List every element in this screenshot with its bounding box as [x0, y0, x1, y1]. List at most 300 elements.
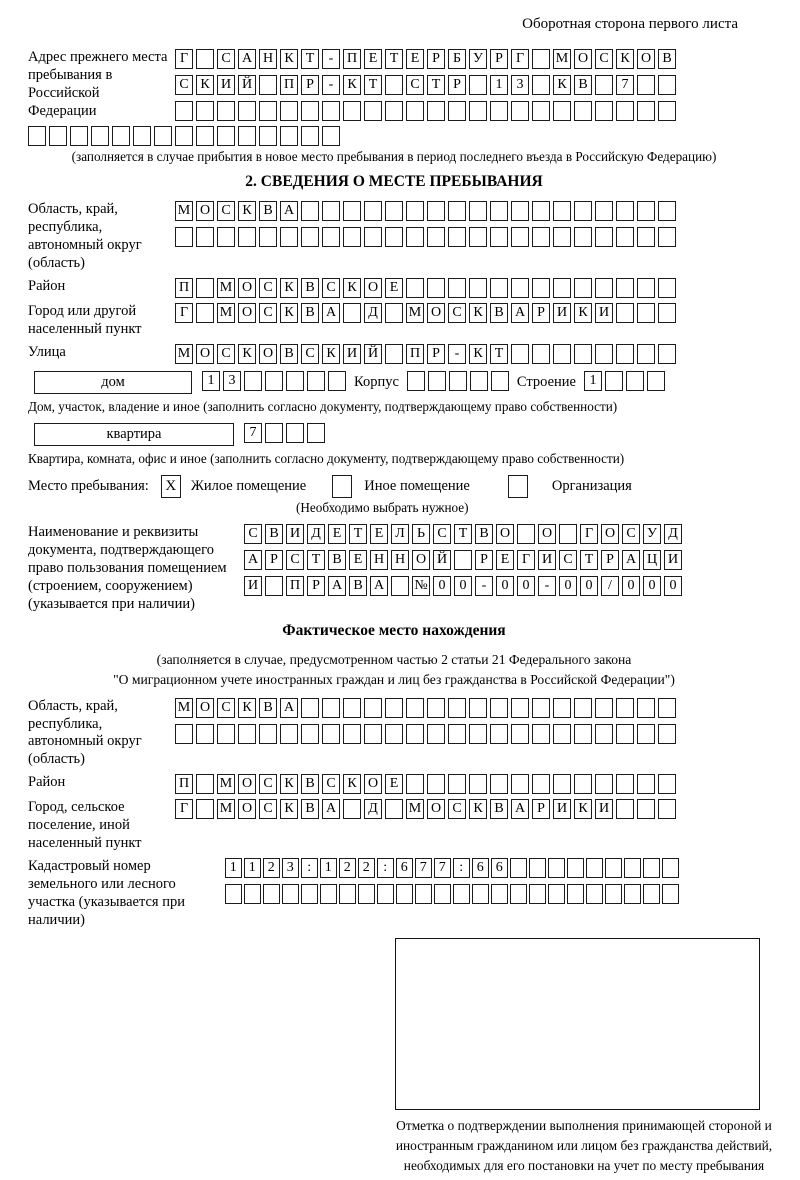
- char-box[interactable]: Г: [175, 49, 193, 69]
- char-box[interactable]: [586, 884, 603, 904]
- char-box[interactable]: [265, 371, 283, 391]
- char-box[interactable]: [427, 101, 445, 121]
- char-box[interactable]: О: [427, 303, 445, 323]
- char-box[interactable]: Т: [490, 344, 508, 364]
- char-box[interactable]: С: [259, 774, 277, 794]
- char-box[interactable]: А: [280, 201, 298, 221]
- char-box[interactable]: [469, 201, 487, 221]
- char-box[interactable]: [529, 858, 546, 878]
- char-box[interactable]: [406, 774, 424, 794]
- char-box[interactable]: [553, 227, 571, 247]
- char-box[interactable]: У: [469, 49, 487, 69]
- char-box[interactable]: [490, 724, 508, 744]
- char-box[interactable]: Ь: [412, 524, 430, 544]
- char-box[interactable]: О: [601, 524, 619, 544]
- char-box[interactable]: [259, 75, 277, 95]
- char-box[interactable]: [196, 227, 214, 247]
- char-box[interactable]: [553, 698, 571, 718]
- char-box[interactable]: №: [412, 576, 430, 596]
- char-box[interactable]: [616, 101, 634, 121]
- char-box[interactable]: [364, 724, 382, 744]
- char-box[interactable]: [364, 698, 382, 718]
- char-box[interactable]: [448, 227, 466, 247]
- char-box[interactable]: С: [433, 524, 451, 544]
- char-box[interactable]: О: [538, 524, 556, 544]
- char-box[interactable]: [658, 698, 676, 718]
- char-box[interactable]: П: [286, 576, 304, 596]
- char-box[interactable]: [662, 884, 679, 904]
- char-box[interactable]: [320, 884, 337, 904]
- char-box[interactable]: Т: [580, 550, 598, 570]
- char-box[interactable]: [658, 724, 676, 744]
- char-box[interactable]: Е: [406, 49, 424, 69]
- char-box[interactable]: А: [511, 303, 529, 323]
- char-box[interactable]: [427, 724, 445, 744]
- char-box[interactable]: 3: [282, 858, 299, 878]
- char-box[interactable]: [449, 371, 467, 391]
- char-box[interactable]: [196, 49, 214, 69]
- char-box[interactable]: [175, 101, 193, 121]
- char-box[interactable]: [658, 344, 676, 364]
- char-box[interactable]: 1: [584, 371, 602, 391]
- char-box[interactable]: [595, 774, 613, 794]
- char-box[interactable]: В: [490, 799, 508, 819]
- char-box[interactable]: С: [286, 550, 304, 570]
- char-box[interactable]: [532, 75, 550, 95]
- char-box[interactable]: А: [370, 576, 388, 596]
- char-box[interactable]: Р: [301, 75, 319, 95]
- char-box[interactable]: [595, 698, 613, 718]
- char-box[interactable]: А: [511, 799, 529, 819]
- char-box[interactable]: К: [238, 201, 256, 221]
- char-box[interactable]: [532, 698, 550, 718]
- char-box[interactable]: В: [301, 278, 319, 298]
- char-box[interactable]: [322, 101, 340, 121]
- char-box[interactable]: Н: [259, 49, 277, 69]
- char-box[interactable]: 0: [433, 576, 451, 596]
- char-box[interactable]: О: [196, 698, 214, 718]
- char-box[interactable]: [427, 201, 445, 221]
- char-box[interactable]: [637, 303, 655, 323]
- char-box[interactable]: [548, 884, 565, 904]
- char-box[interactable]: 0: [622, 576, 640, 596]
- char-box[interactable]: [259, 724, 277, 744]
- char-box[interactable]: -: [475, 576, 493, 596]
- char-box[interactable]: Д: [364, 303, 382, 323]
- char-box[interactable]: М: [406, 303, 424, 323]
- char-box[interactable]: М: [217, 774, 235, 794]
- char-box[interactable]: [385, 799, 403, 819]
- char-box[interactable]: [595, 201, 613, 221]
- char-box[interactable]: В: [658, 49, 676, 69]
- char-box[interactable]: [532, 774, 550, 794]
- char-box[interactable]: Е: [328, 524, 346, 544]
- char-box[interactable]: В: [265, 524, 283, 544]
- char-box[interactable]: К: [616, 49, 634, 69]
- char-box[interactable]: О: [574, 49, 592, 69]
- char-box[interactable]: Л: [391, 524, 409, 544]
- char-box[interactable]: [406, 278, 424, 298]
- char-box[interactable]: [658, 101, 676, 121]
- char-box[interactable]: [574, 278, 592, 298]
- char-box[interactable]: [427, 227, 445, 247]
- char-box[interactable]: [385, 724, 403, 744]
- char-box[interactable]: [238, 227, 256, 247]
- char-box[interactable]: С: [322, 774, 340, 794]
- char-box[interactable]: [595, 101, 613, 121]
- char-box[interactable]: [510, 884, 527, 904]
- char-box[interactable]: В: [490, 303, 508, 323]
- char-box[interactable]: Р: [475, 550, 493, 570]
- char-box[interactable]: И: [595, 303, 613, 323]
- char-box[interactable]: О: [427, 799, 445, 819]
- char-box[interactable]: [301, 227, 319, 247]
- char-box[interactable]: [385, 303, 403, 323]
- char-box[interactable]: [595, 724, 613, 744]
- char-box[interactable]: [70, 126, 88, 146]
- char-box[interactable]: И: [538, 550, 556, 570]
- char-box[interactable]: Ц: [643, 550, 661, 570]
- char-box[interactable]: К: [280, 278, 298, 298]
- char-box[interactable]: [574, 774, 592, 794]
- char-box[interactable]: И: [553, 799, 571, 819]
- char-box[interactable]: И: [595, 799, 613, 819]
- char-box[interactable]: С: [595, 49, 613, 69]
- char-box[interactable]: [385, 101, 403, 121]
- char-box[interactable]: [301, 126, 319, 146]
- char-box[interactable]: П: [343, 49, 361, 69]
- char-box[interactable]: 6: [396, 858, 413, 878]
- char-box[interactable]: [364, 101, 382, 121]
- char-box[interactable]: 7: [244, 423, 262, 443]
- char-box[interactable]: [259, 227, 277, 247]
- char-box[interactable]: [301, 724, 319, 744]
- char-box[interactable]: Й: [238, 75, 256, 95]
- char-box[interactable]: М: [553, 49, 571, 69]
- char-box[interactable]: С: [259, 278, 277, 298]
- char-box[interactable]: [490, 698, 508, 718]
- char-box[interactable]: [307, 423, 325, 443]
- char-box[interactable]: В: [259, 201, 277, 221]
- char-box[interactable]: [553, 278, 571, 298]
- char-box[interactable]: С: [322, 278, 340, 298]
- char-box[interactable]: [490, 278, 508, 298]
- char-box[interactable]: 0: [517, 576, 535, 596]
- char-box[interactable]: [529, 884, 546, 904]
- char-box[interactable]: [574, 101, 592, 121]
- char-box[interactable]: В: [301, 799, 319, 819]
- char-box[interactable]: [605, 858, 622, 878]
- char-box[interactable]: Г: [580, 524, 598, 544]
- char-box[interactable]: К: [469, 344, 487, 364]
- char-box[interactable]: [662, 858, 679, 878]
- char-box[interactable]: 7: [415, 858, 432, 878]
- char-box[interactable]: [616, 774, 634, 794]
- char-box[interactable]: И: [664, 550, 682, 570]
- char-box[interactable]: С: [217, 201, 235, 221]
- char-box[interactable]: В: [259, 698, 277, 718]
- char-box[interactable]: -: [322, 75, 340, 95]
- char-box[interactable]: [217, 126, 235, 146]
- char-box[interactable]: А: [238, 49, 256, 69]
- char-box[interactable]: С: [259, 303, 277, 323]
- char-box[interactable]: 7: [434, 858, 451, 878]
- char-box[interactable]: К: [343, 75, 361, 95]
- char-box[interactable]: И: [286, 524, 304, 544]
- char-box[interactable]: 0: [643, 576, 661, 596]
- char-box[interactable]: [532, 344, 550, 364]
- char-box[interactable]: Е: [496, 550, 514, 570]
- char-box[interactable]: Е: [370, 524, 388, 544]
- char-box[interactable]: Е: [349, 550, 367, 570]
- char-box[interactable]: [448, 724, 466, 744]
- char-box[interactable]: [469, 698, 487, 718]
- char-box[interactable]: И: [553, 303, 571, 323]
- char-box[interactable]: [553, 774, 571, 794]
- char-box[interactable]: [328, 371, 346, 391]
- char-box[interactable]: [595, 344, 613, 364]
- char-box[interactable]: С: [217, 344, 235, 364]
- char-box[interactable]: [595, 278, 613, 298]
- char-box[interactable]: Т: [307, 550, 325, 570]
- char-box[interactable]: Г: [517, 550, 535, 570]
- char-box[interactable]: [322, 227, 340, 247]
- char-box[interactable]: [532, 227, 550, 247]
- char-box[interactable]: Р: [532, 303, 550, 323]
- char-box[interactable]: Й: [364, 344, 382, 364]
- char-box[interactable]: [154, 126, 172, 146]
- char-box[interactable]: [196, 799, 214, 819]
- char-box[interactable]: О: [259, 344, 277, 364]
- char-box[interactable]: [643, 884, 660, 904]
- char-box[interactable]: [385, 698, 403, 718]
- char-box[interactable]: [616, 344, 634, 364]
- char-box[interactable]: [196, 774, 214, 794]
- char-box[interactable]: [280, 126, 298, 146]
- char-box[interactable]: [469, 227, 487, 247]
- char-box[interactable]: О: [196, 201, 214, 221]
- char-box[interactable]: А: [322, 799, 340, 819]
- char-box[interactable]: [637, 101, 655, 121]
- char-box[interactable]: [470, 371, 488, 391]
- char-box[interactable]: П: [406, 344, 424, 364]
- char-box[interactable]: 1: [490, 75, 508, 95]
- char-box[interactable]: :: [377, 858, 394, 878]
- char-box[interactable]: [616, 799, 634, 819]
- char-box[interactable]: М: [217, 278, 235, 298]
- char-box[interactable]: Р: [448, 75, 466, 95]
- char-box[interactable]: К: [469, 303, 487, 323]
- char-box[interactable]: 0: [559, 576, 577, 596]
- char-box[interactable]: [658, 227, 676, 247]
- char-box[interactable]: О: [238, 278, 256, 298]
- char-box[interactable]: М: [217, 799, 235, 819]
- char-box[interactable]: :: [453, 858, 470, 878]
- char-box[interactable]: С: [559, 550, 577, 570]
- char-box[interactable]: [343, 101, 361, 121]
- char-box[interactable]: [385, 201, 403, 221]
- char-box[interactable]: [307, 371, 325, 391]
- char-box[interactable]: [511, 227, 529, 247]
- char-box[interactable]: [616, 227, 634, 247]
- char-box[interactable]: [605, 884, 622, 904]
- char-box[interactable]: П: [175, 774, 193, 794]
- char-box[interactable]: [427, 278, 445, 298]
- char-box[interactable]: [175, 227, 193, 247]
- checkbox-organizatsiya[interactable]: [508, 475, 528, 498]
- char-box[interactable]: О: [637, 49, 655, 69]
- char-box[interactable]: [196, 278, 214, 298]
- char-box[interactable]: [626, 371, 644, 391]
- char-box[interactable]: [377, 884, 394, 904]
- char-box[interactable]: [91, 126, 109, 146]
- char-box[interactable]: [637, 75, 655, 95]
- char-box[interactable]: К: [238, 344, 256, 364]
- char-box[interactable]: [510, 858, 527, 878]
- char-box[interactable]: [574, 698, 592, 718]
- char-box[interactable]: 6: [491, 858, 508, 878]
- char-box[interactable]: К: [280, 799, 298, 819]
- char-box[interactable]: [343, 724, 361, 744]
- char-box[interactable]: С: [217, 49, 235, 69]
- char-box[interactable]: М: [217, 303, 235, 323]
- char-box[interactable]: /: [601, 576, 619, 596]
- char-box[interactable]: [217, 101, 235, 121]
- char-box[interactable]: В: [280, 344, 298, 364]
- char-box[interactable]: [385, 75, 403, 95]
- char-box[interactable]: Р: [532, 799, 550, 819]
- char-box[interactable]: О: [412, 550, 430, 570]
- char-box[interactable]: [259, 101, 277, 121]
- char-box[interactable]: [175, 724, 193, 744]
- char-box[interactable]: А: [622, 550, 640, 570]
- char-box[interactable]: Т: [427, 75, 445, 95]
- char-box[interactable]: Д: [307, 524, 325, 544]
- char-box[interactable]: Т: [301, 49, 319, 69]
- char-box[interactable]: [196, 303, 214, 323]
- char-box[interactable]: К: [280, 774, 298, 794]
- char-box[interactable]: [553, 344, 571, 364]
- char-box[interactable]: [196, 101, 214, 121]
- char-box[interactable]: [428, 371, 446, 391]
- char-box[interactable]: Г: [175, 799, 193, 819]
- char-box[interactable]: К: [553, 75, 571, 95]
- char-box[interactable]: И: [343, 344, 361, 364]
- char-box[interactable]: [415, 884, 432, 904]
- char-box[interactable]: [637, 201, 655, 221]
- char-box[interactable]: [658, 201, 676, 221]
- char-box[interactable]: [469, 75, 487, 95]
- char-box[interactable]: С: [448, 303, 466, 323]
- char-box[interactable]: [364, 201, 382, 221]
- char-box[interactable]: О: [238, 774, 256, 794]
- char-box[interactable]: [469, 724, 487, 744]
- char-box[interactable]: [406, 201, 424, 221]
- checkbox-zhiloe[interactable]: X: [161, 475, 181, 498]
- char-box[interactable]: [343, 303, 361, 323]
- char-box[interactable]: Е: [364, 49, 382, 69]
- char-box[interactable]: [448, 101, 466, 121]
- char-box[interactable]: [112, 126, 130, 146]
- char-box[interactable]: [322, 698, 340, 718]
- char-box[interactable]: [343, 698, 361, 718]
- char-box[interactable]: Т: [364, 75, 382, 95]
- char-box[interactable]: [406, 724, 424, 744]
- char-box[interactable]: Н: [370, 550, 388, 570]
- char-box[interactable]: Р: [601, 550, 619, 570]
- char-box[interactable]: [637, 227, 655, 247]
- char-box[interactable]: А: [280, 698, 298, 718]
- char-box[interactable]: 2: [263, 858, 280, 878]
- char-box[interactable]: [616, 724, 634, 744]
- char-box[interactable]: 7: [616, 75, 634, 95]
- char-box[interactable]: К: [574, 303, 592, 323]
- char-box[interactable]: [490, 201, 508, 221]
- char-box[interactable]: [637, 799, 655, 819]
- char-box[interactable]: [434, 884, 451, 904]
- char-box[interactable]: Р: [427, 344, 445, 364]
- char-box[interactable]: Б: [448, 49, 466, 69]
- char-box[interactable]: [658, 774, 676, 794]
- char-box[interactable]: [532, 101, 550, 121]
- char-box[interactable]: 0: [580, 576, 598, 596]
- char-box[interactable]: [567, 858, 584, 878]
- char-box[interactable]: [658, 303, 676, 323]
- char-box[interactable]: [385, 227, 403, 247]
- char-box[interactable]: [643, 858, 660, 878]
- char-box[interactable]: В: [349, 576, 367, 596]
- char-box[interactable]: [282, 884, 299, 904]
- char-box[interactable]: [238, 126, 256, 146]
- char-box[interactable]: С: [175, 75, 193, 95]
- char-box[interactable]: [605, 371, 623, 391]
- char-box[interactable]: [244, 371, 262, 391]
- char-box[interactable]: В: [301, 774, 319, 794]
- char-box[interactable]: [301, 201, 319, 221]
- char-box[interactable]: [280, 724, 298, 744]
- char-box[interactable]: Р: [265, 550, 283, 570]
- char-box[interactable]: [637, 774, 655, 794]
- char-box[interactable]: О: [196, 344, 214, 364]
- char-box[interactable]: [391, 576, 409, 596]
- char-box[interactable]: Д: [364, 799, 382, 819]
- char-box[interactable]: [647, 371, 665, 391]
- char-box[interactable]: К: [574, 799, 592, 819]
- char-box[interactable]: [532, 201, 550, 221]
- char-box[interactable]: С: [259, 799, 277, 819]
- char-box[interactable]: -: [538, 576, 556, 596]
- char-box[interactable]: [616, 201, 634, 221]
- char-box[interactable]: [196, 724, 214, 744]
- char-box[interactable]: К: [238, 698, 256, 718]
- char-box[interactable]: [595, 227, 613, 247]
- char-box[interactable]: -: [448, 344, 466, 364]
- char-box[interactable]: [454, 550, 472, 570]
- char-box[interactable]: [196, 126, 214, 146]
- char-box[interactable]: С: [622, 524, 640, 544]
- char-box[interactable]: [490, 227, 508, 247]
- char-box[interactable]: [511, 344, 529, 364]
- char-box[interactable]: И: [244, 576, 262, 596]
- char-box[interactable]: П: [175, 278, 193, 298]
- char-box[interactable]: [637, 278, 655, 298]
- char-box[interactable]: [265, 423, 283, 443]
- char-box[interactable]: Е: [385, 774, 403, 794]
- char-box[interactable]: В: [301, 303, 319, 323]
- char-box[interactable]: Р: [307, 576, 325, 596]
- char-box[interactable]: Й: [433, 550, 451, 570]
- char-box[interactable]: [469, 101, 487, 121]
